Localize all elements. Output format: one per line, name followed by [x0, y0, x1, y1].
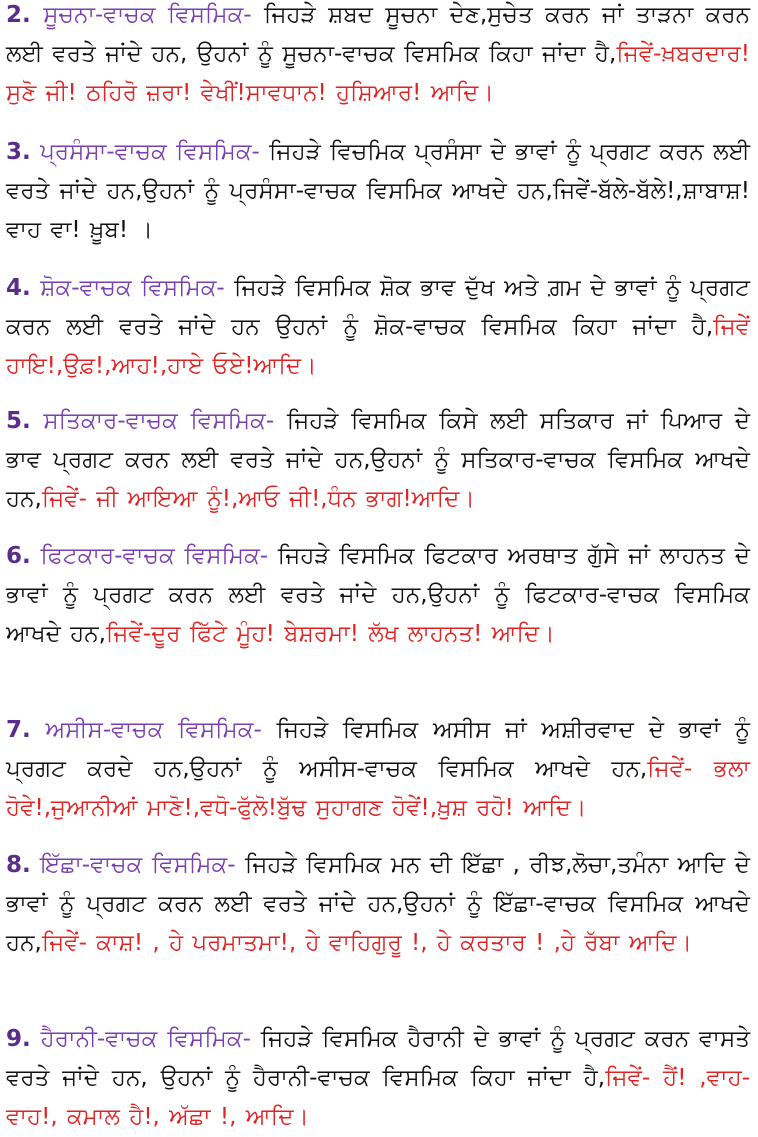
entry-definition: ਜਿਹੜੇ ਸ਼ਬਦ ਸੂਚਨਾ ਦੇਣ,ਸੁਚੇਤ ਕਰਨ ਜਾਂ ਤਾੜਨਾ ਕਰਨ ਲਈ ਵਰਤੇ ਜਾਂਦੇ ਹਨ, ਉਹਨਾਂ ਨੂੰ ਸੂਚਨਾ-ਵਾਚਕ ਵਿਸਮਿਕ ਕਿਹਾ ਜਾਂਦਾ ਹੈ,	[6, 2, 751, 67]
entry-title: ਸਤਿਕਾਰ-ਵਾਚਕ ਵਿਸਮਿਕ-	[43, 408, 275, 434]
entry-examples: ਜਿਵੇਂ-ਦੂਰ ਫਿੱਟੇ ਮੂੰਹ! ਬੇਸ਼ਰਮਾ! ਲੱਖ ਲਾਹਨਤ! ਆਦਿ।	[105, 621, 555, 647]
interjection-entry-5	[6, 402, 750, 519]
entry-examples: ਜਿਵੇਂ-ਖ਼ਬਰਦਾਰ! ਸੁਣੋ ਜੀ! ਠਹਿਰੋ ਜ਼ਰਾ! ਵੇਖੀਂ!ਸਾਵਧਾਨ! ਹੁਸ਼ਿਆਰ! ਆਦਿ।	[6, 41, 750, 106]
entry-definition: ਜਿਹੜੇ ਵਿਚਮਿਕ ਪ੍ਰਸੰਸਾ ਦੇ ਭਾਵਾਂ ਨੂੰ ਪ੍ਰਗਟ ਕਰਨ ਲਈ ਵਰਤੇ ਜਾਂਦੇ ਹਨ,ਉਹਨਾਂ ਨੂੰ ਪ੍ਰਸੰਸਾ-ਵਾਚਕ ਵਿਸਮਿਕ ਆਖਦੇ ਹਨ,ਜਿਵੇਂ-ਬੱਲੇ-ਬੱਲੇ!,ਸ਼ਾਬਾਸ਼!ਵਾਹ ਵਾ! ਖ਼ੂਬ! ।	[6, 139, 750, 243]
entry-title: ਪ੍ਰਸੰਸਾ-ਵਾਚਕ ਵਿਸਮਿਕ-	[40, 139, 260, 165]
entry-title: ਅਸੀਸ-ਵਾਚਕ ਵਿਸਮਿਕ-	[45, 717, 262, 743]
entry-definition: ਜਿਹੜੇ ਵਿਸਮਿਕ ਸ਼ੋਕ ਭਾਵ ਦੁੱਖ ਅਤੇ ਗ਼ਮ ਦੇ ਭਾਵਾਂ ਨੂੰ ਪ੍ਰਗਟ ਕਰਨ ਲਈ ਵਰਤੇ ਜਾਂਦੇ ਹਨ ਉਹਨਾਂ ਨੂੰ ਸ਼ੋਕ-ਵਾਚਕ ਵਿਸਮਿਕ ਕਿਹਾ ਜਾਂਦਾ ਹੈ,	[6, 275, 750, 340]
interjection-entry-2	[6, 0, 750, 113]
entry-number: 3.	[6, 139, 31, 165]
entry-definition: ਜਿਹੜੇ ਵਿਸਮਿਕ ਮਨ ਦੀ ਇੱਛਾ , ਰੀਝ,ਲੋਚਾ,ਤਮੰਨਾ ਆਦਿ ਦੇ ਭਾਵਾਂ ਨੂੰ ਪ੍ਰਗਟ ਕਰਨ ਲਈ ਵਰਤੇ ਜਾਂਦੇ ਹਨ,ਉਹਨਾਂ ਨੂੰ ਇੱਛਾ-ਵਾਚਕ ਵਿਸਮਿਕ ਆਖਦੇ ਹਨ,	[6, 852, 750, 956]
interjection-entry-9	[6, 1020, 750, 1137]
entry-title: ਹੈਰਾਨੀ-ਵਾਚਕ ਵਿਸਮਿਕ-	[40, 1026, 251, 1052]
entry-number: 8.	[6, 852, 31, 878]
interjection-entry-8	[6, 846, 750, 963]
entry-number: 9.	[6, 1026, 31, 1052]
entry-definition: ਜਿਹੜੇ ਵਿਸਮਿਕ ਅਸੀਸ ਜਾਂ ਅਸ਼ੀਰਵਾਦ ਦੇ ਭਾਵਾਂ ਨੂੰ ਪ੍ਰਗਟ ਕਰਦੇ ਹਨ,ਉਹਨਾਂ ਨੂੰ ਅਸੀਸ-ਵਾਚਕ ਵਿਸਮਿਕ ਆਖਦੇ ਹਨ,	[6, 717, 751, 782]
entry-examples: ਜਿਵੇਂ- ਕਾਸ਼! , ਹੇ ਪਰਮਾਤਮਾ!, ਹੇ ਵਾਹਿਗੁਰੂ !, ਹੇ ਕਰਤਾਰ ! ,ਹੇ ਰੱਬਾ ਆਦਿ।	[41, 930, 693, 956]
entry-title: ਸ਼ੋਕ-ਵਾਚਕ ਵਿਸਮਿਕ-	[40, 275, 225, 301]
entry-number: 5.	[6, 408, 31, 434]
interjection-entry-7	[6, 711, 750, 828]
entry-examples: ਜਿਵੇਂ- ਭਲਾ ਹੋਵੇ!,ਜੁਆਨੀਆਂ ਮਾਣੋ!,ਵਧੋ-ਫੁੱਲੋ!ਬੁੱਢ ਸੁਹਾਗਣ ਹੋਵੇਂ!,ਖ਼ੁਸ਼ ਰਹੋ! ਆਦਿ।	[6, 756, 750, 821]
interjection-entry-6	[6, 537, 750, 654]
interjection-entry-3	[6, 133, 750, 250]
interjection-entry-4	[6, 269, 750, 386]
entry-number: 4.	[6, 275, 31, 301]
entry-title: ਸੂਚਨਾ-ਵਾਚਕ ਵਿਸਮਿਕ-	[43, 2, 252, 28]
entry-number: 6.	[6, 543, 31, 569]
entry-examples: ਜਿਵੇਂ- ਜੀ ਆਇਆ ਨੂੰ!,ਆਓ ਜੀ!,ਧੰਨ ਭਾਗ!ਆਦਿ।	[41, 486, 475, 512]
entry-definition: ਜਿਹੜੇ ਵਿਸਮਿਕ ਕਿਸੇ ਲਈ ਸਤਿਕਾਰ ਜਾਂ ਪਿਆਰ ਦੇ ਭਾਵ ਪ੍ਰਗਟ ਕਰਨ ਲਈ ਵਰਤੇ ਜਾਂਦੇ ਹਨ,ਉਹਨਾਂ ਨੂੰ ਸਤਿਕਾਰ-ਵਾਚਕ ਵਿਸਮਿਕ ਆਖਦੇ ਹਨ,	[6, 408, 750, 512]
entry-examples: ਜਿਵੇਂ ਹਾਇ!,ਉਫ਼!,ਆਹ!,ਹਾਏ ਓਏ!ਆਦਿ।	[6, 314, 750, 379]
entry-number: 7.	[6, 717, 31, 743]
entry-title: ਇੱਛਾ-ਵਾਚਕ ਵਿਸਮਿਕ-	[40, 852, 236, 878]
entry-definition: ਜਿਹੜੇ ਵਿਸਮਿਕ ਹੈਰਾਨੀ ਦੇ ਭਾਵਾਂ ਨੂੰ ਪ੍ਰਗਟ ਕਰਨ ਵਾਸਤੇ ਵਰਤੇ ਜਾਂਦੇ ਹਨ, ਉਹਨਾਂ ਨੂੰ ਹੈਰਾਨੀ-ਵਾਚਕ ਵਿਸਮਿਕ ਕਿਹਾ ਜਾਂਦਾ ਹੈ,	[6, 1026, 750, 1091]
entry-definition: ਜਿਹੜੇ ਵਿਸਮਿਕ ਫਿਟਕਾਰ ਅਰਥਾਤ ਗੁੱਸੇ ਜਾਂ ਲਾਹਨਤ ਦੇ ਭਾਵਾਂ ਨੂੰ ਪ੍ਰਗਟ ਕਰਨ ਲਈ ਵਰਤੇ ਜਾਂਦੇ ਹਨ,ਉਹਨਾਂ ਨੂੰ ਫਿਟਕਾਰ-ਵਾਚਕ ਵਿਸਮਿਕ ਆਖਦੇ ਹਨ,	[6, 543, 750, 647]
entry-number: 2.	[6, 2, 31, 28]
entry-examples: ਜਿਵੇਂ- ਹੈਂ! ,ਵਾਹ-ਵਾਹ!, ਕਮਾਲ ਹੈ!, ਅੱਛਾ !, ਆਦਿ।	[6, 1065, 751, 1130]
entry-title: ਫਿਟਕਾਰ-ਵਾਚਕ ਵਿਸਮਿਕ-	[40, 543, 269, 569]
